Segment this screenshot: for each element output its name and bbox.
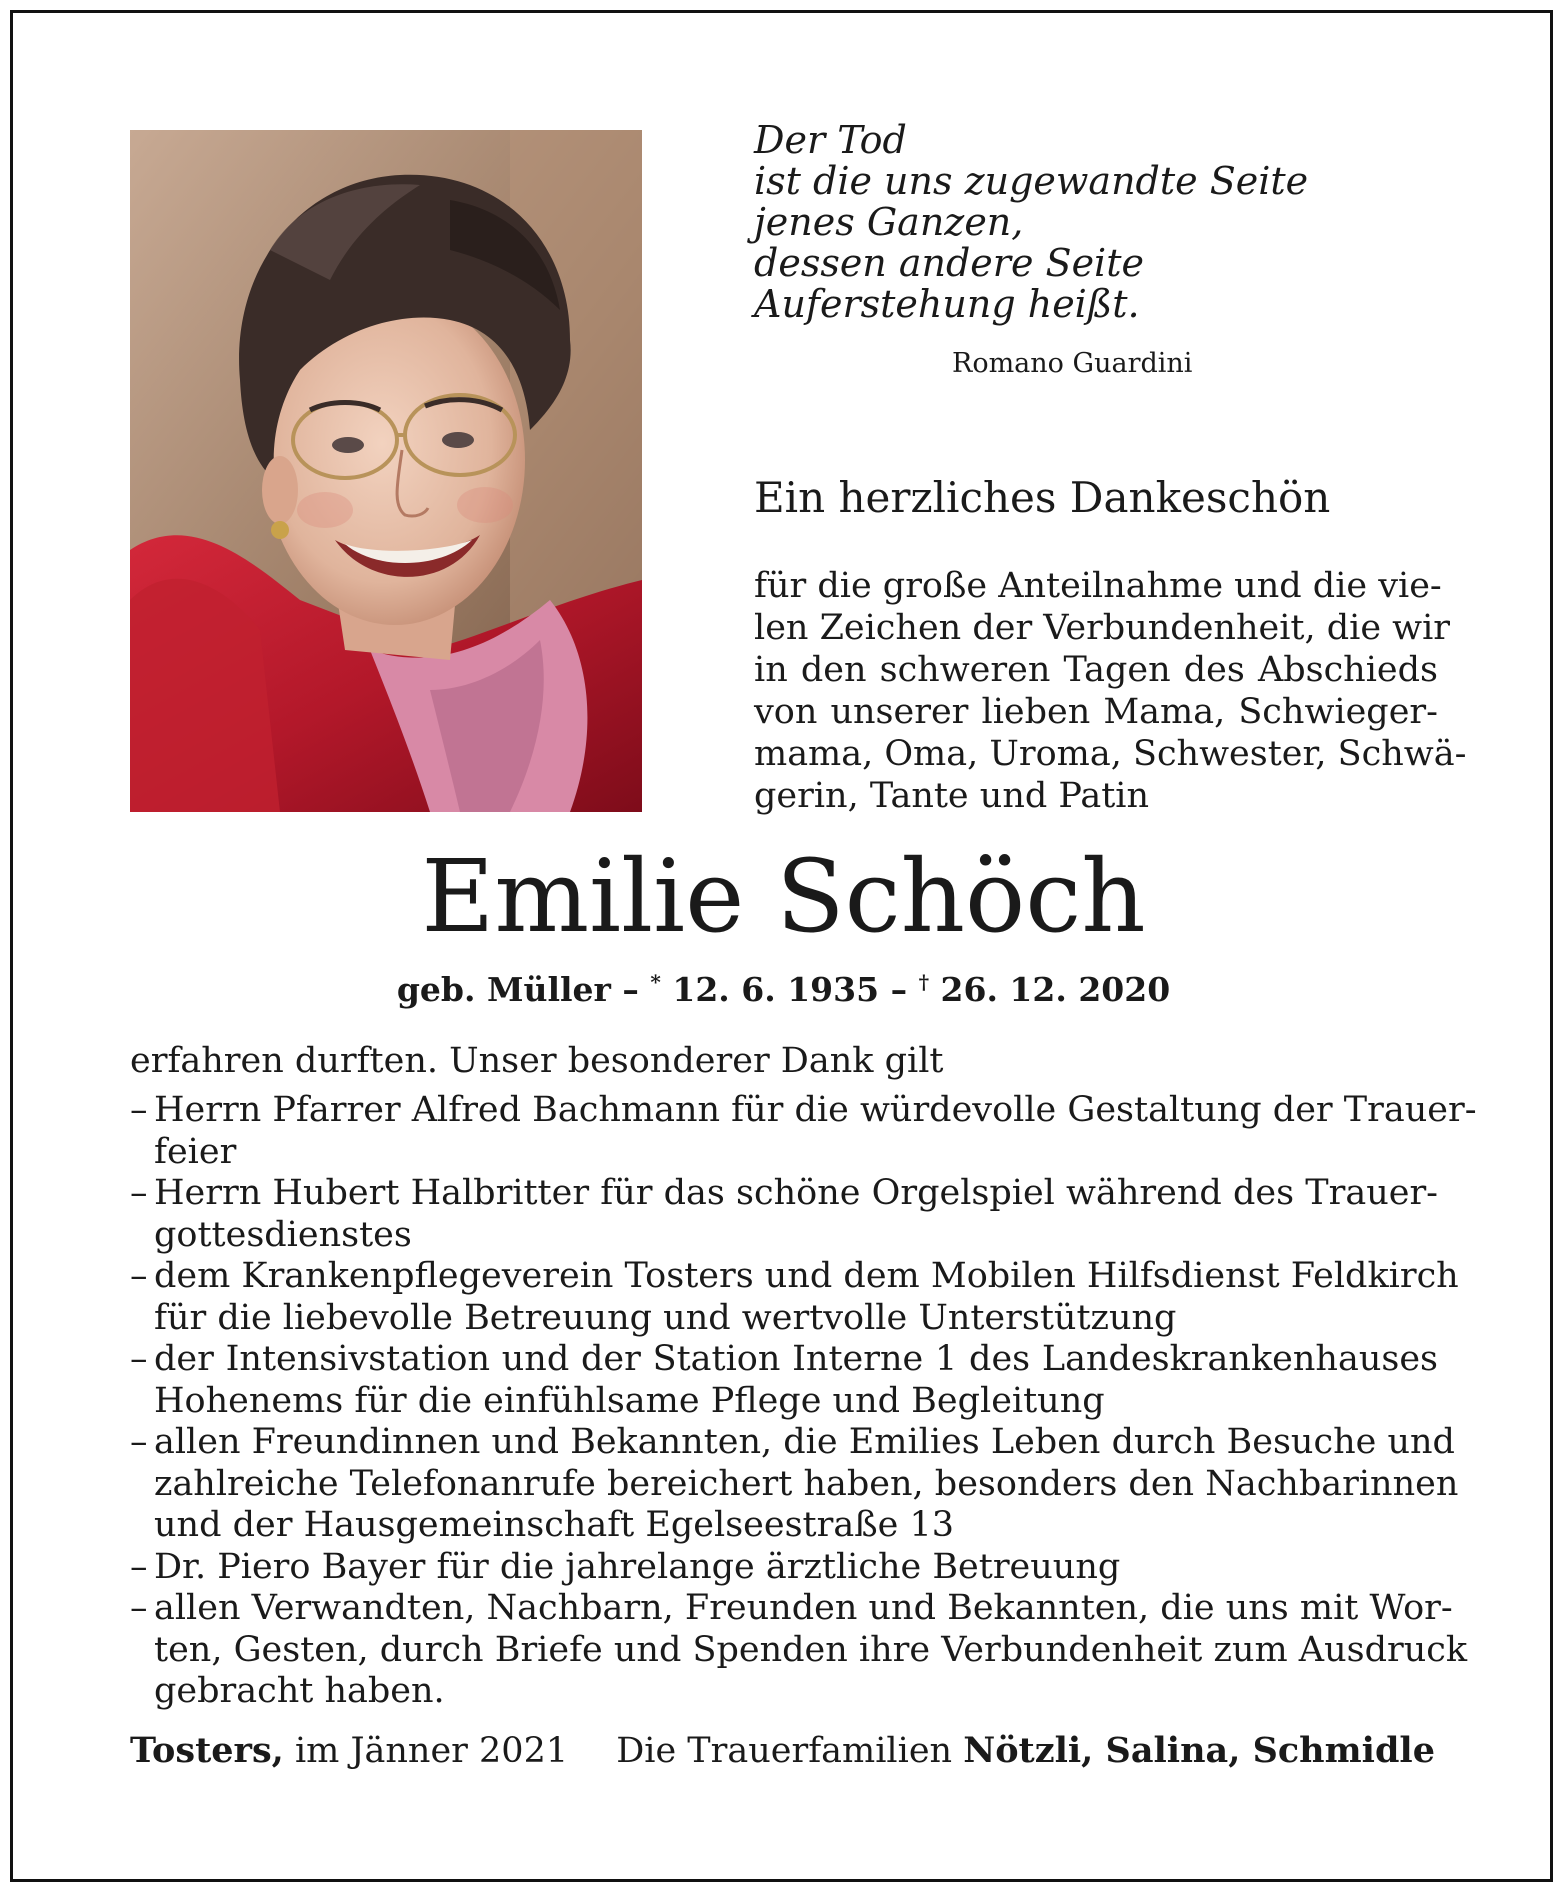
life-dates — [0, 970, 1567, 1009]
thanks-line: gerin, Tante und Patin — [754, 776, 1150, 816]
list-item-line: und der Hausgemeinschaft Egelseestraße 13 — [154, 1505, 954, 1545]
list-item — [130, 1422, 1459, 1547]
list-dash: – — [130, 1173, 148, 1213]
list-item-line: der Intensivstation und der Station Interne 1 des Landeskrankenhauses — [154, 1339, 1438, 1379]
death-date: 26. 12. 2020 — [929, 970, 1171, 1009]
list-item-line: Herrn Hubert Halbritter für das schöne Orgelspiel während des Trauer- — [154, 1173, 1438, 1213]
list-item — [130, 1339, 1438, 1422]
list-item — [130, 1588, 1468, 1713]
list-item-line: allen Freundinnen und Bekannten, die Emilies Leben durch Besuche und — [154, 1422, 1455, 1462]
thanks-heading: Ein herzliches Dankeschön — [754, 473, 1331, 522]
birth-symbol: * — [650, 970, 661, 994]
birth-name: geb. Müller — [396, 970, 611, 1009]
list-item-line: dem Krankenpflegeverein Tosters und dem Mobilen Hilfsdienst Feldkirch — [154, 1256, 1459, 1296]
portrait-photo — [130, 130, 642, 812]
thanks-line: in den schweren Tagen des Abschieds — [754, 650, 1438, 690]
list-item — [130, 1173, 1438, 1256]
family-names: Nötzli, Salina, Schmidle — [963, 1730, 1435, 1771]
list-dash: – — [130, 1256, 148, 1296]
list-item-line: gebracht haben. — [154, 1671, 445, 1711]
separator: – — [879, 970, 919, 1009]
quote-block — [754, 120, 1454, 325]
list-item-line: für die liebevolle Betreuung und wertvolle Unterstützung — [154, 1297, 1177, 1338]
quote-line: Auferstehung heißt. — [754, 282, 1140, 326]
thanks-line: mama, Oma, Uroma, Schwester, Schwä- — [754, 734, 1467, 774]
thanks-intro: erfahren durften. Unser besonderer Dank gilt — [130, 1041, 944, 1081]
birth-date: 12. 6. 1935 — [660, 970, 880, 1009]
list-item-line: gottesdienstes — [154, 1214, 412, 1255]
deceased-name: Emilie Schöch — [421, 838, 1146, 955]
quote-line: ist die uns zugewandte Seite — [754, 159, 1309, 203]
list-item-line: zahlreiche Telefonanrufe bereichert haben, besonders den Nachbarinnen — [154, 1463, 1459, 1504]
signature-families — [616, 1730, 1435, 1771]
quote-author: Romano Guardini — [952, 348, 1193, 379]
quote-line: dessen andere Seite — [754, 241, 1144, 285]
list-item — [130, 1256, 1459, 1339]
list-item-line: allen Verwandten, Nachbarn, Freunden und Bekannten, die uns mit Wor- — [154, 1588, 1453, 1628]
place-date — [130, 1730, 568, 1771]
list-item-line: Hohenems für die einfühlsame Pflege und Begleitung — [154, 1380, 1105, 1421]
list-item-line: Dr. Piero Bayer für die jahrelange ärztliche Betreuung — [154, 1546, 1121, 1587]
place: Tosters, — [130, 1730, 284, 1771]
list-dash: – — [130, 1422, 148, 1462]
death-symbol: † — [918, 970, 930, 994]
list-item — [130, 1547, 1438, 1589]
thanks-paragraph — [754, 565, 1467, 817]
list-dash: – — [130, 1339, 148, 1379]
thanks-list — [130, 1090, 1477, 1713]
separator: – — [610, 970, 651, 1009]
list-dash: – — [130, 1090, 148, 1130]
thanks-line: von unserer lieben Mama, Schwieger- — [754, 692, 1438, 732]
list-dash: – — [130, 1546, 148, 1587]
list-item-line: feier — [154, 1131, 237, 1172]
date: im Jänner 2021 — [283, 1731, 569, 1771]
thanks-line: für die große Anteilnahme und die vie- — [754, 566, 1442, 606]
quote-line: jenes Ganzen, — [754, 200, 1024, 244]
quote-line: Der Tod — [754, 118, 907, 162]
list-item-line: Herrn Pfarrer Alfred Bachmann für die würdevolle Gestaltung der Trauer- — [154, 1090, 1477, 1130]
thanks-line: len Zeichen der Verbundenheit, die wir — [754, 608, 1451, 648]
list-dash: – — [130, 1588, 148, 1628]
list-item-line: ten, Gesten, durch Briefe und Spenden ihre Verbundenheit zum Ausdruck — [154, 1629, 1468, 1670]
families-prefix: Die Trauerfamilien — [616, 1731, 964, 1771]
list-item — [130, 1090, 1477, 1173]
